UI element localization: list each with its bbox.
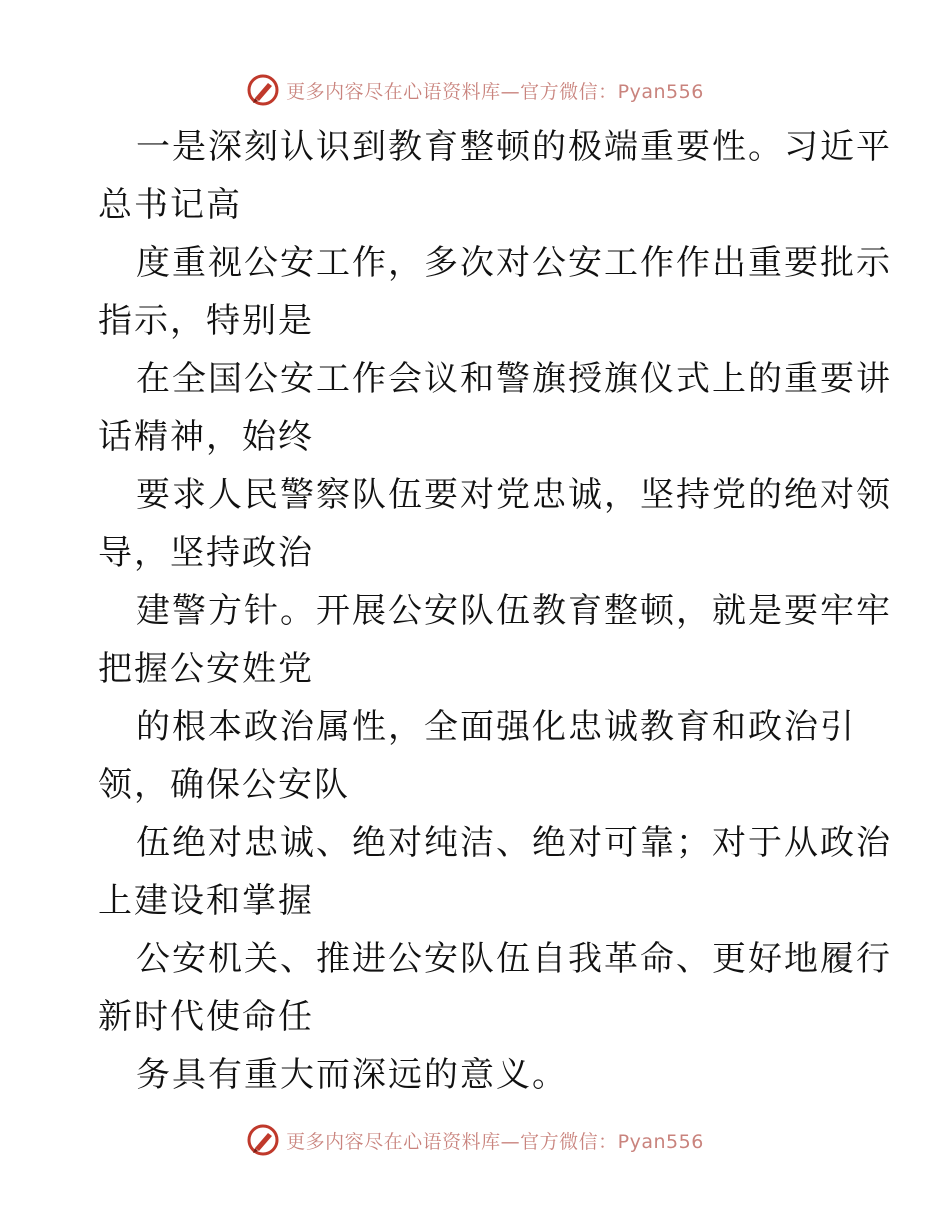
header-banner-text: 更多内容尽在心语资料库—官方微信：Pyan556 — [286, 80, 704, 103]
pen-logo-icon — [246, 73, 280, 107]
text-line: 新时代使命任 — [98, 997, 314, 1037]
text-line: 指示，特别是 — [98, 301, 314, 341]
text-line: 把握公安姓党 — [98, 649, 314, 689]
pen-logo-icon — [246, 1123, 280, 1157]
document-body — [98, 118, 892, 1104]
text-line: 一是深刻认识到教育整顿的极端重要性。习近平 — [136, 127, 892, 167]
text-line: 的根本政治属性，全面强化忠诚教育和政治引 — [136, 707, 856, 747]
text-line: 在全国公安工作会议和警旗授旗仪式上的重要讲 — [136, 359, 892, 399]
text-line: 话精神，始终 — [98, 417, 314, 457]
text-line: 总书记高 — [98, 185, 242, 225]
footer-banner-text: 更多内容尽在心语资料库—官方微信：Pyan556 — [286, 1130, 704, 1153]
header-banner — [0, 70, 950, 110]
text-line: 伍绝对忠诚、绝对纯洁、绝对可靠；对于从政治 — [136, 823, 892, 863]
text-line: 度重视公安工作，多次对公安工作作出重要批示 — [136, 243, 892, 283]
footer-banner — [0, 1120, 950, 1160]
text-line: 务具有重大而深远的意义。 — [136, 1055, 568, 1095]
text-line: 要求人民警察队伍要对党忠诚，坚持党的绝对领 — [136, 475, 892, 515]
text-line: 领，确保公安队 — [98, 765, 350, 805]
text-line: 公安机关、推进公安队伍自我革命、更好地履行 — [136, 939, 892, 979]
text-line: 导，坚持政治 — [98, 533, 314, 573]
text-line: 上建设和掌握 — [98, 881, 314, 921]
text-line: 建警方针。开展公安队伍教育整顿，就是要牢牢 — [136, 591, 892, 631]
